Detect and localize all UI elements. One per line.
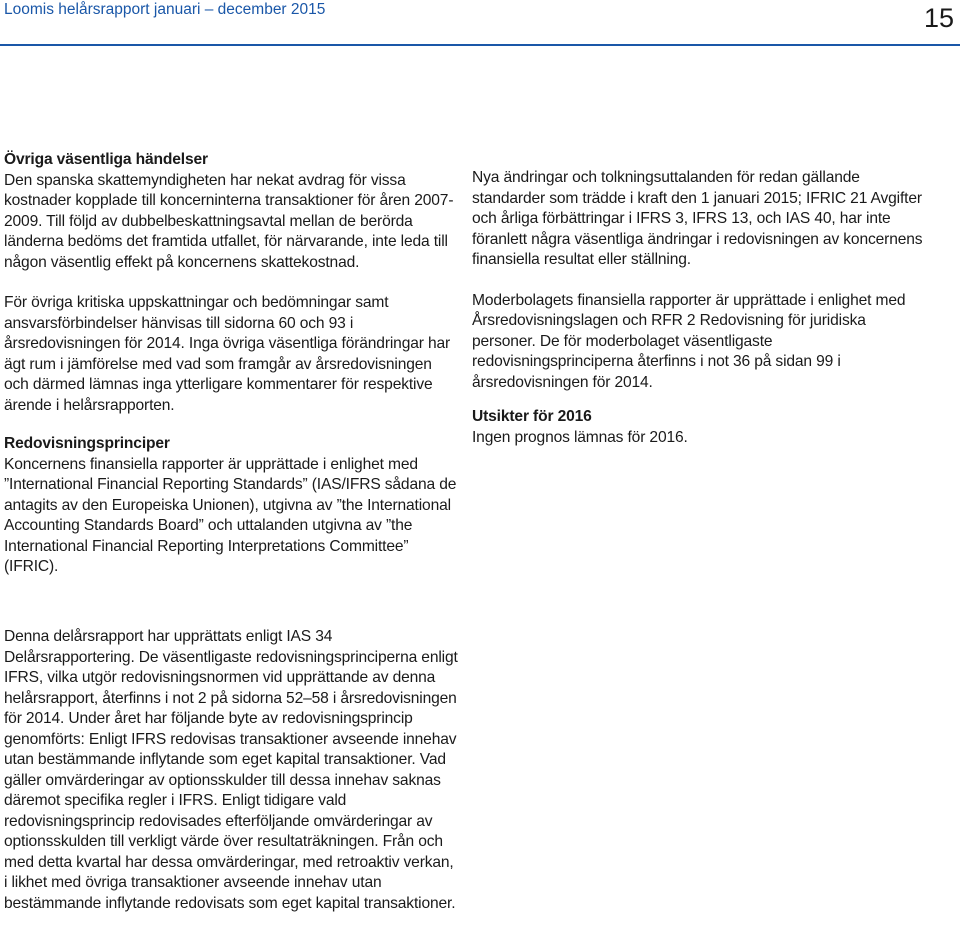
page-header — [0, 0, 960, 50]
header-divider — [0, 44, 960, 46]
heading-accounting-principles: Redovisningsprinciper — [4, 435, 170, 452]
right-column — [472, 168, 932, 448]
paragraph-ifrs-standards: Koncernens finansiella rapporter är upprättade i enlighet med ”International Financial Reporting Standards” (IAS/IFRS sådana de antagits av den Europeiska Unionen), utgivna av ”the International Accounting Standards Board” och uttalanden utgivna av ”the International Financial Reporting Interpretations Committee” (IFRIC). — [4, 455, 457, 575]
paragraph-new-amendments: Nya ändringar och tolkningsuttalanden för redan gällande standarder som trädde i kraft den 1 januari 2015; IFRIC 21 Avgifter och årliga förbättringar i IFRS 3, IFRS 13, och IAS 40, har inte föranlett några väsentliga ändringar i redovisningen av koncernens finansiella resultat eller ställning. — [472, 169, 923, 268]
page-number: 15 — [923, 3, 954, 33]
paragraph-no-forecast: Ingen prognos lämnas för 2016. — [472, 428, 688, 446]
report-title: Loomis helårsrapport januari – december 2015 — [4, 1, 326, 18]
heading-other-events: Övriga väsentliga händelser — [4, 151, 208, 168]
left-column-lower — [4, 627, 460, 914]
paragraph-ias34: Denna delårsrapport har upprättats enligt IAS 34 Delårsrapportering. De väsentligaste redovisningsprinciperna enligt IFRS, vilka utgör redovisningsnormen vid upprättande av denna helårsrapport, återfinns i not 2 på sidorna 52–58 i årsredovisningen för 2014. Under året har följande byte av redovisningsprincip genomförts: Enligt IFRS redovisas transaktioner avseende innehav utan bestämmande inflytande som eget kapital transaktioner. Vad gäller omvärderingar av optionsskulder till dessa innehav saknas däremot specifika regler i IFRS. Enligt tidigare vald redovisningsprincip redovisades efterföljande omvärderingar av optionsskulden till verkligt värde över resultaträkningen. Från och med detta kvartal har dessa omvärderingar, med retroaktiv verkan, i likhet med övriga transaktioner avseende innehav utan bestämmande inflytande redovisats som eget kapital transaktioner. — [4, 628, 458, 912]
paragraph-critical-estimates: För övriga kritiska uppskattningar och bedömningar samt ansvarsförbindelser hänvisas till sidorna 60 och 93 i årsredovisningen för 2014. Inga övriga väsentliga förändringar har ägt rum i jämförelse med vad som framgår av årsredovisningen och därmed lämnas inga ytterligare kommentarer för respektive ärende i helårsrapporten. — [4, 294, 451, 414]
heading-outlook: Utsikter för 2016 — [472, 408, 592, 425]
left-column — [4, 150, 460, 578]
paragraph-spanish-tax: Den spanska skattemyndigheten har nekat avdrag för vissa kostnader kopplade till koncerninterna transaktioner för åren 2007-2009. Till följd av dubbelbeskattningsavtal mellan de berörda länderna bedöms det framtida utfallet, för närvarande, inte leda till någon väsentlig effekt på koncernens skattekostnad. — [4, 171, 454, 271]
paragraph-parent-company: Moderbolagets finansiella rapporter är upprättade i enlighet med Årsredovisningslagen och RFR 2 Redovisning för juridiska personer. De för moderbolaget väsentligaste redovisningsprinciperna återfinns i not 36 på sidan 99 i årsredovisningen för 2014. — [472, 291, 906, 391]
